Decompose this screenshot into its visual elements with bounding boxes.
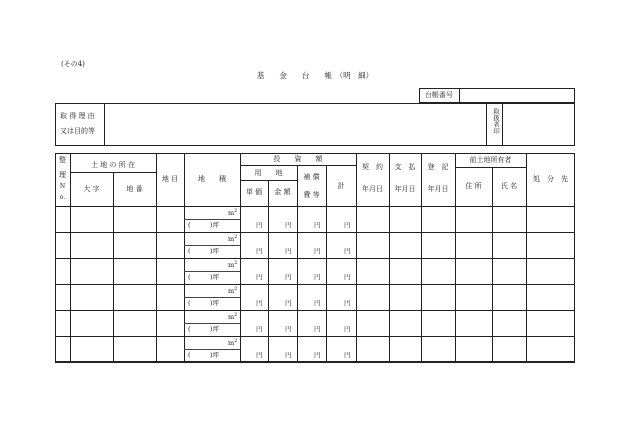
area-tsubo-label: ( )坪 [188,299,220,307]
col-ooaza: 大 字 [83,185,100,193]
col-land-location: 土 地 の 所 在 [91,161,135,169]
col-jusho: 住 所 [465,182,482,190]
col-youchi: 用 地 [254,169,283,177]
col-shobun: 処 分 先 [533,175,568,183]
purpose-value-field[interactable] [108,110,482,140]
area-tsubo-label: ( )坪 [188,247,220,255]
area-tsubo-label: ( )坪 [188,273,220,281]
yen-unit-label: 円 [285,325,292,333]
area-sqm-label: $m^2$ [228,286,238,296]
col-seiri-3: N [59,183,66,190]
yen-unit-label: 円 [344,325,351,333]
yen-unit-label: 円 [344,273,351,281]
col-keiyaku: 契 約 [362,163,383,171]
col-hoshou-1: 補 償 [303,173,320,181]
col-keiyaku-date: 年月日 [362,185,383,193]
row-ooaza-cell[interactable] [72,345,111,354]
area-sqm-label: $m^2$ [228,260,238,270]
yen-unit-label: 円 [285,273,292,281]
row-chiban-cell[interactable] [115,267,154,276]
col-hoshou-2: 費 等 [303,191,320,199]
col-previous-owner: 前土地所有者 [469,156,512,164]
row-chiban-cell[interactable] [115,293,154,302]
row-no-cell[interactable] [57,345,68,354]
yen-unit-label: 円 [314,221,321,229]
row-chiban-cell[interactable] [115,241,154,250]
area-sqm-label: $m^2$ [228,234,238,244]
row-ooaza-cell[interactable] [72,215,111,224]
row-no-cell[interactable] [57,293,68,302]
col-kingaku: 金 額 [274,188,291,196]
col-touki: 登 記 [427,163,449,171]
yen-unit-label: 円 [256,221,263,229]
col-shimei: 氏 名 [500,182,518,190]
row-chiban-cell[interactable] [115,345,154,354]
yen-unit-label: 円 [256,351,263,359]
yen-unit-label: 円 [314,247,321,255]
row-no-cell[interactable] [57,267,68,276]
purpose-label-2: 又は目的等 [60,127,95,135]
yen-unit-label: 円 [314,325,321,333]
row-chiban-cell[interactable] [115,319,154,328]
col-seiri-1: 整 [59,156,66,164]
form-number: (その4) [61,60,85,68]
col-shiharai: 支 払 [394,163,416,171]
row-ooaza-cell[interactable] [72,241,111,250]
yen-unit-label: 円 [256,299,263,307]
yen-unit-label: 円 [344,221,351,229]
yen-unit-label: 円 [314,299,321,307]
row-chiban-cell[interactable] [115,215,154,224]
row-no-cell[interactable] [57,319,68,328]
area-sqm-label: $m^2$ [228,312,238,322]
yen-unit-label: 円 [256,273,263,281]
yen-unit-label: 円 [285,247,292,255]
row-chimoku-cell[interactable] [158,345,182,354]
ledger-number-field[interactable] [463,92,573,101]
yen-unit-label: 円 [344,351,351,359]
col-kei: 計 [337,182,345,190]
handler-seal-label: 取扱者印 [492,108,500,134]
col-tanka: 単 価 [245,188,263,196]
yen-unit-label: 円 [344,247,351,255]
col-chiban: 地 番 [126,185,143,193]
area-tsubo-label: ( )坪 [188,351,220,359]
row-no-cell[interactable] [57,215,68,224]
col-chimoku: 地 目 [161,175,179,183]
row-ooaza-cell[interactable] [72,319,111,328]
row-chimoku-cell[interactable] [158,267,182,276]
ledger-number-label: 台帳番号 [425,91,453,99]
col-chiseki: 地 積 [198,175,226,183]
area-tsubo-label: ( )坪 [188,221,220,229]
purpose-label-1: 取 得 理 由 [60,112,95,120]
area-tsubo-label: ( )坪 [188,325,220,333]
row-chimoku-cell[interactable] [158,241,182,250]
yen-unit-label: 円 [285,299,292,307]
yen-unit-label: 円 [285,351,292,359]
yen-unit-label: 円 [256,247,263,255]
col-seiri-4: o. [59,194,66,201]
row-no-cell[interactable] [57,241,68,250]
yen-unit-label: 円 [314,351,321,359]
col-investment: 投 資 額 [273,155,323,163]
row-chimoku-cell[interactable] [158,293,182,302]
row-ooaza-cell[interactable] [72,293,111,302]
col-touki-date: 年月日 [427,185,449,193]
row-ooaza-cell[interactable] [72,267,111,276]
col-seiri-2: 理 [59,171,66,179]
yen-unit-label: 円 [256,325,263,333]
yen-unit-label: 円 [344,299,351,307]
col-shiharai-date: 年月日 [394,185,416,193]
area-sqm-label: $m^2$ [228,338,238,348]
row-chimoku-cell[interactable] [158,319,182,328]
form-title: 基 金 台 帳 （明 細） [256,71,374,80]
yen-unit-label: 円 [314,273,321,281]
area-sqm-label: $m^2$ [228,208,238,218]
row-chimoku-cell[interactable] [158,215,182,224]
yen-unit-label: 円 [285,221,292,229]
